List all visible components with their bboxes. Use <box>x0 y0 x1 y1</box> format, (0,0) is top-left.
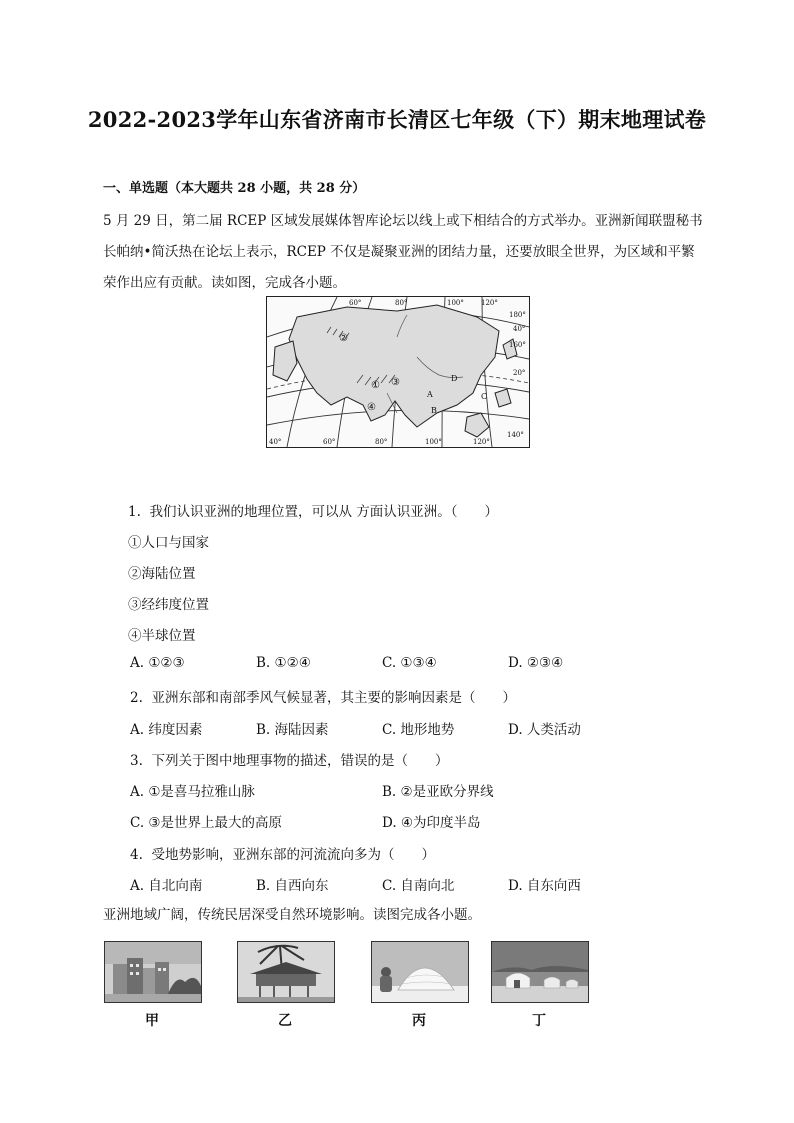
q2-option-c[interactable]: C. 地形地势 <box>382 722 455 738</box>
q4-option-d[interactable]: D. 自东向西 <box>508 878 581 894</box>
statement-2: ②海陆位置 <box>128 566 196 582</box>
photo-label-jia: 甲 <box>145 1013 159 1029</box>
q3-option-d[interactable]: D. ④为印度半岛 <box>382 815 481 831</box>
q4-option-c[interactable]: C. 自南向北 <box>382 878 455 894</box>
map-tick: 60° <box>323 438 336 446</box>
map-tick: 20° <box>513 369 526 377</box>
map-marker: ③ <box>391 377 400 388</box>
map-marker: ④ <box>367 402 376 413</box>
q4-option-a[interactable]: A. 自北向南 <box>130 878 203 894</box>
intro-paragraph: 5 月 29 日，第二届 RCEP 区域发展媒体智库论坛以线上或下相结合的方式举办。亚洲新闻联盟秘书长帕纳•简沃热在论坛上表示，RCEP 不仅是凝聚亚洲的团结力量，还要放眼全世界，为区域和平繁荣作出应有贡献。读如图，完成各小题。 <box>103 213 703 291</box>
photo-label-ding: 丁 <box>532 1013 546 1029</box>
q1-option-c[interactable]: C. ①③④ <box>382 655 437 671</box>
dwelling-photo-ding <box>491 941 589 1003</box>
q1-option-d[interactable]: D. ②③④ <box>508 655 564 671</box>
map-marker: ① <box>371 380 380 391</box>
asia-map-figure <box>266 296 530 448</box>
map-tick: 100° <box>425 438 442 446</box>
section-heading: 一、单选题（本大题共 28 小题，共 28 分） <box>103 181 366 196</box>
page-title: 2022-2023学年山东省济南市长清区七年级（下）期末地理试卷 <box>87 107 707 132</box>
q1-option-a[interactable]: A. ①②③ <box>130 655 185 671</box>
map-tick: 100° <box>447 299 464 307</box>
question-3: 3. 下列关于图中地理事物的描述，错误的是（ ） <box>130 753 449 769</box>
map-tick: 40° <box>269 438 282 446</box>
q3-option-a[interactable]: A. ①是喜马拉雅山脉 <box>130 784 255 800</box>
statement-4: ④半球位置 <box>128 628 196 644</box>
q3-option-c[interactable]: C. ③是世界上最大的高原 <box>130 815 283 831</box>
dwelling-intro: 亚洲地域广阔，传统民居深受自然环境影响。读图完成各小题。 <box>103 907 481 923</box>
map-tick: 40° <box>513 325 526 333</box>
map-tick: 60° <box>349 299 362 307</box>
map-tick: 80° <box>395 299 408 307</box>
q4-option-b[interactable]: B. 自西向东 <box>256 878 329 894</box>
q1-option-b[interactable]: B. ①②④ <box>256 655 311 671</box>
statement-3: ③经纬度位置 <box>128 597 209 613</box>
photo-label-bing: 丙 <box>412 1013 426 1029</box>
q2-option-d[interactable]: D. 人类活动 <box>508 722 581 738</box>
q3-option-b[interactable]: B. ②是亚欧分界线 <box>382 784 494 800</box>
map-tick: 80° <box>375 438 388 446</box>
photo-label-yi: 乙 <box>278 1013 292 1029</box>
svg-text:B: B <box>431 406 437 415</box>
svg-text:A: A <box>427 390 433 399</box>
question-2: 2. 亚洲东部和南部季风气候显著，其主要的影响因素是（ ） <box>130 690 516 706</box>
svg-text:C: C <box>481 392 488 401</box>
map-marker: ② <box>339 333 348 344</box>
svg-text:D: D <box>451 374 458 383</box>
map-tick: 180° <box>509 311 526 319</box>
map-tick: 160° <box>509 341 526 349</box>
question-1: 1. 我们认识亚洲的地理位置，可以从 方面认识亚洲。（ ） <box>128 504 499 520</box>
dwelling-photo-jia <box>104 941 202 1003</box>
dwelling-photo-yi <box>237 941 335 1003</box>
statement-1: ①人口与国家 <box>128 535 209 551</box>
asia-map-drawing <box>267 297 529 447</box>
map-tick: 120° <box>473 438 490 446</box>
q2-option-a[interactable]: A. 纬度因素 <box>130 722 203 738</box>
dwelling-photo-bing <box>371 941 469 1003</box>
q2-option-b[interactable]: B. 海陆因素 <box>256 722 329 738</box>
question-4: 4. 受地势影响，亚洲东部的河流流向多为（ ） <box>130 847 435 863</box>
map-tick: 120° <box>481 299 498 307</box>
map-tick: 140° <box>507 431 524 439</box>
